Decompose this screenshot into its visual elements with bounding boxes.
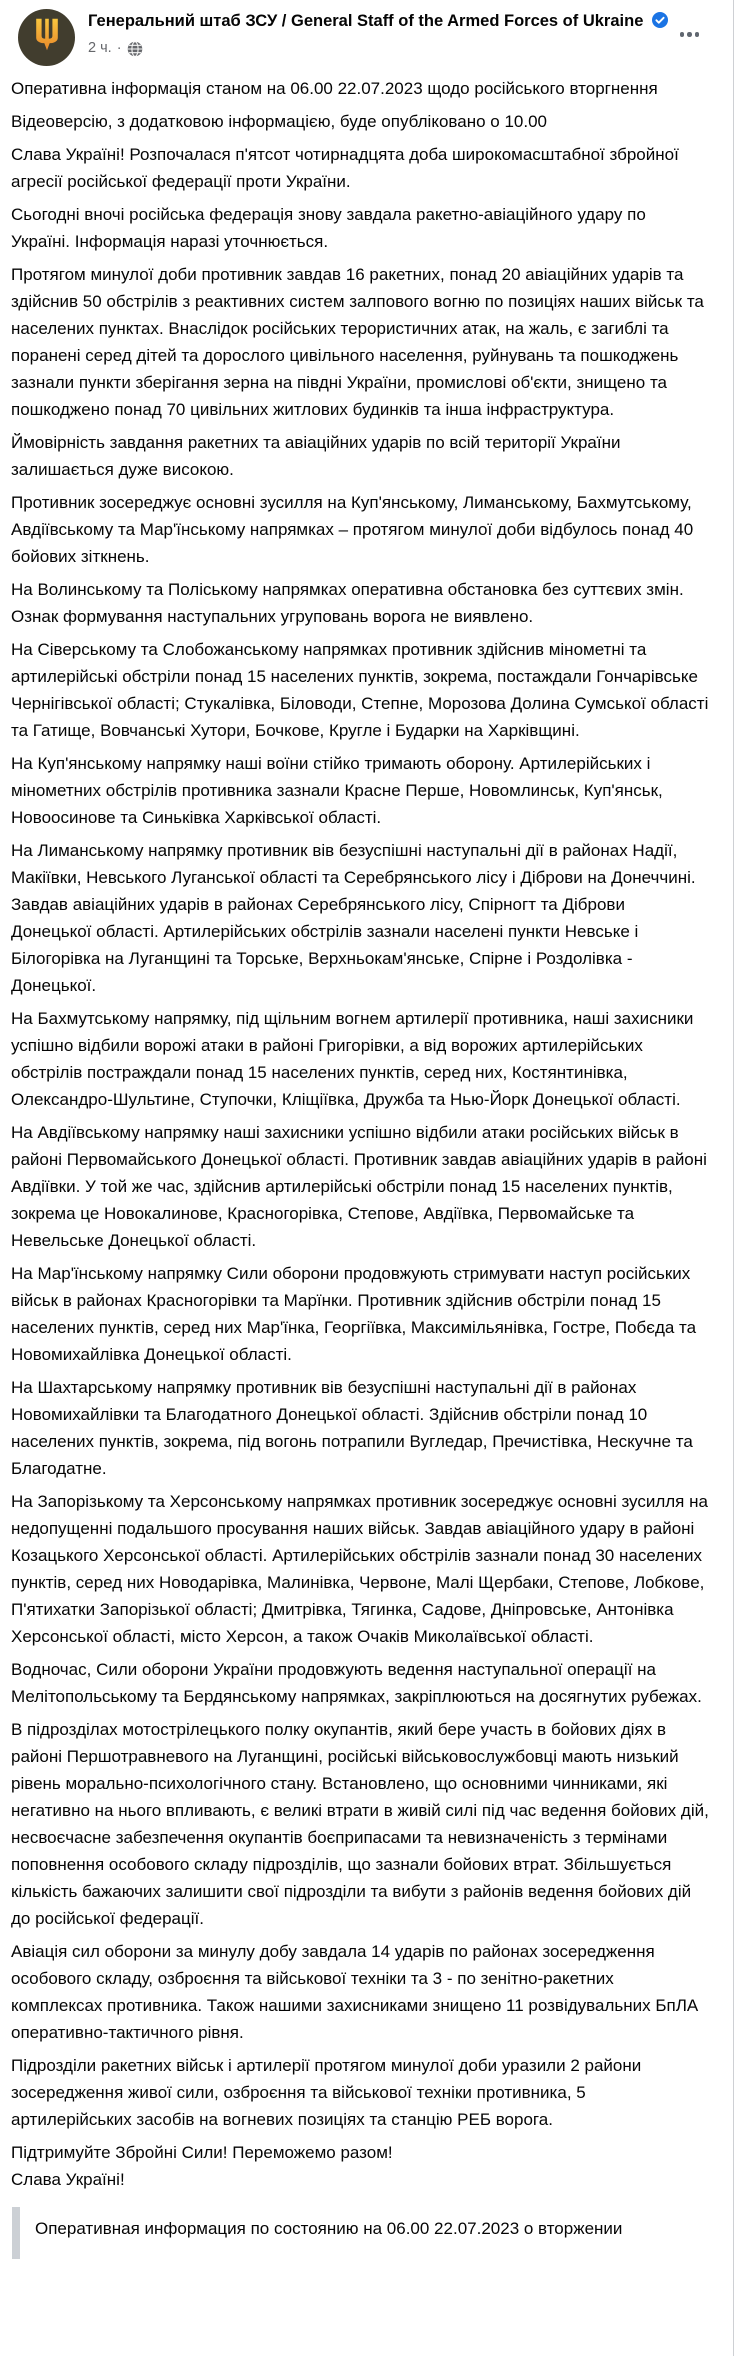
- post-body: [0, 66, 733, 2193]
- quoted-text-block: [12, 2207, 709, 2259]
- post-paragraph: На Волинському та Поліському напрямках оперативна обстановка без суттєвих змін. Ознак формування наступальних угруповань ворога не виявлено.: [11, 580, 684, 626]
- post-paragraph: Водночас, Сили оборони України продовжують ведення наступальної операції на Мелітопольському та Бердянському напрямках, закріплюються на досягнутих рубежах.: [11, 1660, 702, 1706]
- page-name-link[interactable]: [88, 10, 673, 35]
- post-meta: [88, 39, 673, 58]
- post-paragraph: Авіація сил оборони за минулу добу завдала 14 ударів по районах зосередження особового складу, озброєння та військової техніки та 3 - по зенітно-ракетних комплексах противника. Також нашими захисниками знищено 11 розвідувальних БпЛА оперативно-тактичного рівня.: [11, 1942, 699, 2042]
- post-paragraph: Ймовірність завдання ракетних та авіаційних ударів по всій території України залишається дуже високою.: [11, 433, 621, 479]
- ellipsis-more-icon: [680, 32, 700, 37]
- globe-public-icon: [127, 41, 143, 57]
- avatar[interactable]: [18, 9, 75, 66]
- post-paragraph: Сьогодні вночі російська федерація знову завдала ракетно-авіаційного удару по Україні. Інформація наразі уточнюється.: [11, 205, 646, 251]
- post-paragraph: Протягом минулої доби противник завдав 16 ракетних, понад 20 авіаційних ударів та здійснив 50 обстрілів з реактивних систем залпового вогню по позиціях наших військ та населених пунктах. Внаслідок російських терористичних атак, на жаль, є загиблі та поранені серед дітей та дорослого цивільного населення, руйнувань та пошкоджень зазнали пункти зберігання зерна на півдні України, промислові об'єкти, знищено та пошкоджено понад 70 цивільних житлових будинків та інша інфраструктура.: [11, 265, 704, 419]
- post-header: [0, 0, 733, 66]
- verified-check-icon: [652, 12, 668, 35]
- header-text: [88, 9, 673, 58]
- ukraine-trident-icon: [31, 17, 63, 58]
- post-paragraph: Оперативна інформація станом на 06.00 22.07.2023 щодо російського вторгнення: [11, 79, 658, 98]
- post-paragraph: В підрозділах мотострілецького полку окупантів, який бере участь в бойових діях в районі Першотравневого на Луганщині, російські військовослужбовці мають низький рівень морально-психологічного стану. Встановлено, що основними чинниками, які негативно на нього впливають, є великі втрати в живій силі під час ведення бойових дій, несвоєчасне забезпечення окупантів боєприпасами та невизначеність з термінами поповнення особового складу підрозділів, що зазнали бойових втрат. Збільшується кількість бажаючих залишити свої підрозділи та вибути з районів ведення бойових дій до російської федерації.: [11, 1720, 709, 1928]
- post-paragraph: Противник зосереджує основні зусилля на Куп'янському, Лиманському, Бахмутському, Авдіївському та Мар'їнському напрямках – протягом минулої доби відбулось понад 40 бойових зіткнень.: [11, 493, 694, 566]
- post-paragraph: На Авдіївському напрямку наші захисники успішно відбили атаки російських військ в районі Первомайського Донецької області. Противник завдав авіаційних ударів в районі Авдіївки. У той же час, здійснив артилерійські обстріли понад 15 населених пунктів, зокрема це Новокалинове, Красногорівка, Степове, Авдіївка, Первомайське та Невельське Донецької області.: [11, 1123, 707, 1250]
- post-paragraph: На Сіверському та Слобожанському напрямках противник здійснив мінометні та артилерійські обстріли понад 15 населених пунктів, зокрема, постаждали Гончарівське Чернігівської області; Стукалівка, Біловоди, Степне, Морозова Долина Сумської області та Гатище, Вовчанські Хутори, Бочкове, Кругле і Бударки на Харківщині.: [11, 640, 709, 740]
- post-paragraph: На Шахтарському напрямку противник вів безуспішні наступальні дії в районах Новомихайлівки та Благодатного Донецької області. Здійснив обстріли понад 10 населених пунктів, зокрема, під вогонь потрапили Вугледар, Пречистівка, Нескучне та Благодатне.: [11, 1378, 693, 1478]
- timestamp[interactable]: 2 ч.: [88, 40, 112, 56]
- post-paragraph: На Куп'янському напрямку наші воїни стійко тримають оборону. Артилерійських і мінометних обстрілів противника зазнали Красне Перше, Новомлинськ, Куп'янськ, Новоосинове та Синьківка Харківської області.: [11, 754, 663, 827]
- meta-separator: ·: [116, 40, 122, 56]
- post-paragraph: На Бахмутському напрямку, під щільним вогнем артилерії противника, наші захисники успішно відбили ворожі атаки в районі Григорівки, а від ворожих артилерійських обстрілів постраждали понад 15 населених пунктів, серед них, Костянтинівка, Олександро-Шультине, Ступочки, Кліщіївка, Дружба та Нью-Йорк Донецької області.: [11, 1009, 694, 1109]
- post-paragraph: Підрозділи ракетних військ і артилерії протягом минулої доби уразили 2 райони зосередження живої сили, озброєння та військової техніки противника, 5 артилерійських засобів на вогневих позиціях та станцію РЕБ ворога.: [11, 2056, 642, 2129]
- post-paragraph: На Мар'їнському напрямку Сили оборони продовжують стримувати наступ російських військ в районах Красногорівки та Марїнки. Противник здійснив обстріли понад 15 населених пунктів, серед них Мар'їнка, Георгіївка, Максимільянівка, Гостре, Побєда та Новомихайлівка Донецької області.: [11, 1264, 697, 1364]
- post-paragraph: Слава Україні! Розпочалася п'ятсот чотирнадцята доба широкомасштабної збройної агресії російської федерації проти України.: [11, 145, 679, 191]
- quote-text: Оперативная информация по состоянию на 06.00 22.07.2023 о вторжении: [35, 2219, 623, 2238]
- post-paragraph: Підтримуйте Збройні Сили! Переможемо разом! Слава Україні!: [11, 2143, 393, 2189]
- post-paragraph: На Лиманському напрямку противник вів безуспішні наступальні дії в районах Надії, Макіївки, Невського Луганської області та Серебрянського лісу і Діброви на Донеччині. Завдав авіаційних ударів в районах Серебрянського лісу, Спірногт та Діброви Донецької області. Артилерійських обстрілів зазнали населені пункти Невське і Білогорівка на Луганщині та Торське, Верхньокам'янське, Спірне і Роздолівка - Донецької.: [11, 841, 696, 995]
- more-options-button[interactable]: [674, 26, 706, 43]
- post-paragraph: На Запорізькому та Херсонському напрямках противник зосереджує основні зусилля на недопущенні подальшого просування наших військ. Завдав авіаційного удару в районі Козацького Херсонської області. Артилерійських обстрілів зазнали понад 30 населених пунктів, серед них Новодарівка, Малинівка, Червоне, Малі Щербаки, Степове, Лобкове, П'ятихатки Запорізької області; Дмитрівка, Тягинка, Садове, Дніпровське, Антонівка Херсонської області, місто Херсон, а також Очаків Миколаївської області.: [11, 1492, 708, 1646]
- page-name: Генеральний штаб ЗСУ / General Staff of the Armed Forces of Ukraine: [88, 12, 644, 30]
- post-paragraph: Відеоверсію, з додатковою інформацією, буде опубліковано о 10.00: [11, 112, 547, 131]
- quote-left-bar: [12, 2207, 20, 2259]
